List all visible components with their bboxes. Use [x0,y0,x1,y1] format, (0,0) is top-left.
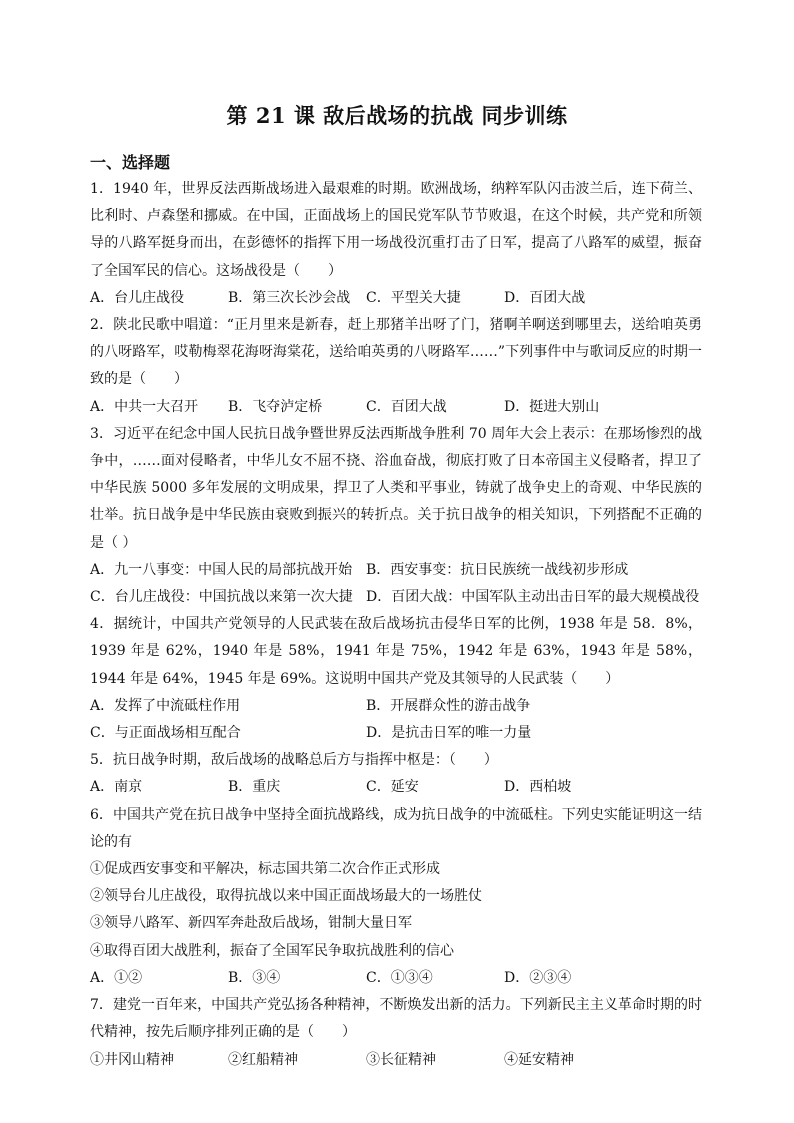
option-a: A．中共一大召开 [90,398,199,415]
option-d: D．百团大战：中国军队主动出击日军的最大规模战役 [366,589,700,606]
option-d: D．②③④ [504,969,572,986]
option-d: D．挺进大别山 [504,398,600,415]
option-d: D．是抗击日军的唯一力量 [366,725,532,742]
statement-list [90,856,702,965]
statement-item: ④取得百团大战胜利，振奋了全国军民争取抗战胜利的信心 [90,942,454,959]
question-5 [90,747,702,801]
question-stem: 4．据统计，中国共产党领导的人民武装在敌后战场抗击侵华日军的比例，1938 年是 58．8%，1939 年是 62%，1940 年是 58%，1941 年是 75%，1942 年是 63%，1943 年是 58%，1944 年是 64%，1945 年是 69%。这说明中国共产党及其领导的人民武装（ ） [90,616,702,687]
question-7 [90,992,702,1074]
option-grid [90,557,702,611]
statement-item: ③长征精神 [366,1051,436,1068]
question-6 [90,802,702,992]
option-d: D．西柏坡 [504,779,572,796]
question-stem: 2．陕北民歌中唱道：“正月里来是新春，赶上那猪羊出呀了门，猪啊羊啊送到哪里去，送给咱英勇的八呀路军，哎勒梅翠花海呀海棠花，送给咱英勇的八呀路军……”下列事件中与歌词反应的时期一致的是（ ） [90,317,702,388]
option-c: C．百团大战 [366,398,447,415]
option-a: A．发挥了中流砥柱作用 [90,697,241,714]
question-2 [90,312,702,421]
page-title: 第 21 课 敌后战场的抗战 同步训练 [226,103,568,128]
statement-item: ①促成西安事变和平解决，标志国共第二次合作正式形成 [90,861,440,878]
option-b: B．飞夺泸定桥 [228,398,323,415]
question-4 [90,611,702,747]
option-a: A．九一八事变：中国人民的局部抗战开始 [90,561,353,578]
option-row [90,394,702,421]
question-list [90,176,702,1074]
option-b: B．重庆 [228,779,281,796]
option-c: C．台儿庄战役：中国抗战以来第一次大捷 [90,589,353,606]
question-stem: 7．建党一百年来，中国共产党弘扬各种精神，不断焕发出新的活力。下列新民主主义革命时期的时代精神，按先后顺序排列正确的是（ ） [90,997,702,1041]
question-stem: 3．习近平在纪念中国人民抗日战争暨世界反法西斯战争胜利 70 周年大会上表示：在那场惨烈的战争中，……面对侵略者，中华儿女不屈不挠、浴血奋战，彻底打败了日本帝国主义侵略者，捍卫了中华民族 5000 多年发展的文明成果，捍卫了人类和平事业，铸就了战争史上的奇观、中华民族的壮举。抗日战争是中华民族由衰败到振兴的转折点。关于抗日战争的相关知识，下列搭配不正确的是（ ） [90,425,702,551]
option-a: A．南京 [90,779,143,796]
option-c: C．延安 [366,779,419,796]
option-c: C．与正面战场相互配合 [90,725,241,742]
statement-item: ②红船精神 [228,1051,298,1068]
option-d: D．百团大战 [504,289,586,306]
option-grid [90,693,702,747]
option-b: B．第三次长沙会战 [228,289,351,306]
question-stem: 6．中国共产党在抗日战争中坚持全面抗战路线，成为抗日战争的中流砥柱。下列史实能证明这一结论的有 [90,806,702,850]
option-row [90,774,702,801]
statement-item: ③领导八路军、新四军奔赴敌后战场，钳制大量日军 [90,915,412,932]
question-stem: 1．1940 年，世界反法西斯战场进入最艰难的时期。欧洲战场，纳粹军队闪击波兰后，连下荷兰、比利时、卢森堡和挪威。在中国，正面战场上的国民党军队节节败退，在这个时候，共产党和所领导的八路军挺身而出，在彭德怀的指挥下用一场战役沉重打击了日军，提高了八路军的威望，振奋了全国军民的信心。这场战役是（ ） [90,181,702,279]
statement-item: ④延安精神 [504,1051,574,1068]
option-b: B．西安事变：抗日民族统一战线初步形成 [366,561,629,578]
option-b: B．开展群众性的游击战争 [366,697,531,714]
question-stem: 5．抗日战争时期，敌后战场的战略总后方与指挥中枢是：（ ） [90,752,498,769]
option-row [90,965,702,992]
question-1 [90,176,702,312]
question-3 [90,421,702,611]
option-a: A．①② [90,969,143,986]
option-c: C．平型关大捷 [366,289,461,306]
statement-item: ①井冈山精神 [90,1051,174,1068]
option-c: C．①③④ [366,969,433,986]
section-heading: 一、选择题 [90,153,171,172]
option-b: B．③④ [228,969,281,986]
statement-row [90,1047,702,1074]
statement-item: ②领导台儿庄战役，取得抗战以来中国正面战场最大的一场胜仗 [90,888,482,905]
option-row [90,285,702,312]
option-a: A．台儿庄战役 [90,289,185,306]
